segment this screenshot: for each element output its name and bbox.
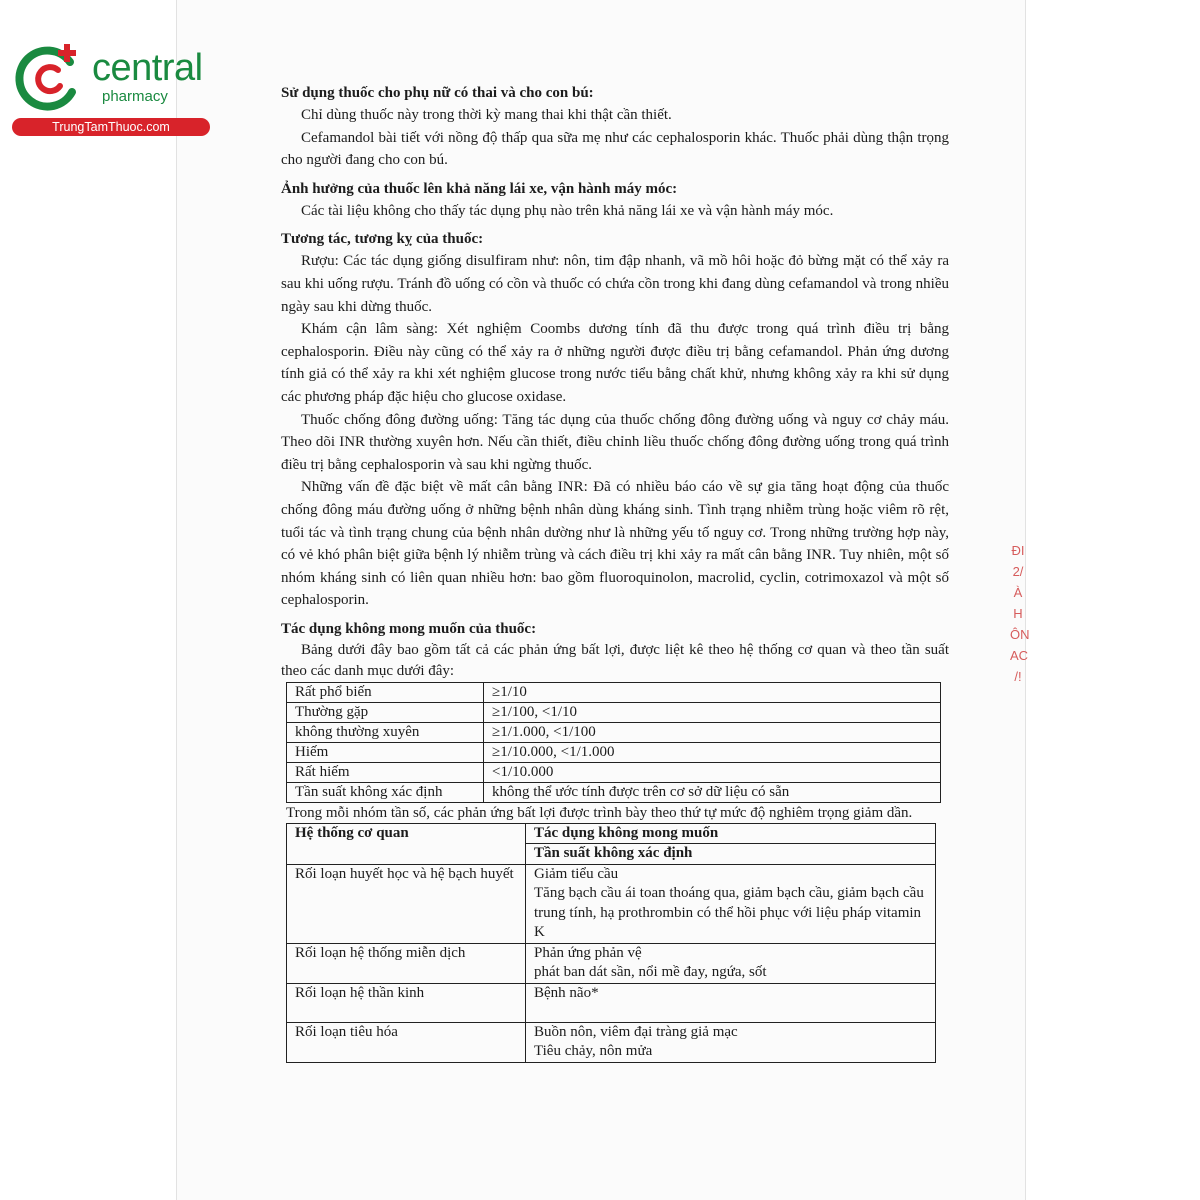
frequency-value: <1/10.000 — [484, 762, 941, 782]
adverse-intro: Bảng dưới đây bao gồm tất cả các phản ứng bất lợi, được liệt kê theo hệ thống cơ quan và theo tần suất theo các danh mục dưới đây: — [281, 641, 949, 679]
effect-line: phát ban dát sần, nổi mề đay, ngứa, sốt — [534, 964, 767, 981]
table-row — [287, 782, 941, 802]
paragraph: Thuốc chống đông đường uống: Tăng tác dụng của thuốc chống đông đường uống và nguy cơ chảy máu. Theo dõi INR thường xuyên hơn. Nếu cần thiết, điều chỉnh liều thuốc chống đông đường uống trong quá trình điều trị bằng cephalosporin và sau khi ngừng thuốc. — [281, 411, 949, 473]
table-row — [287, 742, 941, 762]
organ-cell: Rối loạn hệ thống miễn dịch — [287, 943, 526, 983]
section-heading-driving: Ảnh hưởng của thuốc lên khả năng lái xe, vận hành máy móc: — [281, 180, 678, 197]
effect-line: Giảm tiểu cầu — [534, 865, 619, 882]
table-row — [287, 983, 936, 1022]
table-row — [287, 682, 941, 702]
effects-cell — [526, 943, 936, 983]
table-row — [287, 722, 941, 742]
organ-cell: Rối loạn tiêu hóa — [287, 1022, 526, 1062]
effect-line: Buồn nôn, viêm đại tràng giả mạc — [534, 1023, 738, 1040]
effect-line: Bệnh não* — [534, 984, 599, 1001]
section-heading-adverse-effects: Tác dụng không mong muốn của thuốc: — [281, 620, 537, 637]
logo-brand-text: central — [92, 47, 203, 89]
effect-line: Tiêu chảy, nôn mửa — [534, 1043, 653, 1060]
table-row — [287, 864, 936, 943]
stamp-text: À — [1013, 585, 1023, 600]
stamp-text: ĐI — [1011, 543, 1025, 558]
header-frequency-unknown: Tần suất không xác định — [526, 844, 936, 865]
paragraph: Rượu: Các tác dụng giống disulfiram như: nôn, tim đập nhanh, vã mồ hôi hoặc đỏ bừng mặt có thể xảy ra sau khi uống rượu. Tránh đồ uống có cồn và thuốc có chứa cồn trong khi đang dùng cefamandol và trong nhiều ngày sau khi dừng thuốc. — [281, 253, 949, 315]
paragraph: Chỉ dùng thuốc này trong thời kỳ mang thai khi thật cần thiết. — [301, 107, 672, 123]
paragraph: Những vấn đề đặc biệt về mất cân bằng INR: Đã có nhiều báo cáo về sự gia tăng hoạt động của thuốc chống đông máu đường uống ở những bệnh nhân dùng kháng sinh. Tình trạng nhiễm trùng hoặc viêm rõ rệt, tuổi tác và tình trạng chung của bệnh nhân dường như là những yếu tố nguy cơ. Trong những trường hợp này, có vẻ khó phân biệt giữa bệnh lý nhiễm trùng và cách điều trị khi xảy ra mất cân bằng INR. Tuy nhiên, một số nhóm kháng sinh có liên quan nhiều hơn: bao gồm fluoroquinolon, macrolid, cyclin, cotrimoxazol và một số cephalosporin. — [281, 479, 949, 609]
frequency-value: ≥1/100, <1/10 — [484, 702, 941, 722]
effects-cell — [526, 983, 936, 1022]
section-heading-pregnancy: Sử dụng thuốc cho phụ nữ có thai và cho con bú: — [281, 85, 594, 101]
organ-cell: Rối loạn hệ thần kinh — [287, 983, 526, 1022]
stamp-text: /! — [1014, 669, 1022, 684]
frequency-label: Tần suất không xác định — [287, 782, 484, 802]
frequency-label: không thường xuyên — [287, 722, 484, 742]
section-heading-interactions: Tương tác, tương kỵ của thuốc: — [281, 231, 484, 248]
frequency-value: ≥1/10 — [484, 682, 941, 702]
logo-site-banner: TrungTamThuoc.com — [12, 118, 210, 136]
organ-cell: Rối loạn huyết học và hệ bạch huyết — [287, 864, 526, 943]
frequency-label: Hiếm — [287, 742, 484, 762]
effect-line: Phản ứng phản vệ — [534, 944, 642, 961]
frequency-value: ≥1/10.000, <1/1.000 — [484, 742, 941, 762]
effects-cell — [526, 864, 936, 943]
effect-line: Tăng bạch cầu ái toan thoáng qua, giảm bạch cầu, giảm bạch cầu trung tính, hạ prothrombin có thể hồi phục với liệu pháp vitamin K — [534, 885, 924, 941]
stamp-text: AC — [1010, 648, 1029, 663]
logo-sub-text: pharmacy — [102, 88, 168, 105]
frequency-table — [286, 682, 941, 803]
frequency-label: Rất hiếm — [287, 762, 484, 782]
leaflet-content — [281, 82, 949, 1063]
frequency-label: Thường gặp — [287, 702, 484, 722]
pharmacy-cross-icon — [12, 40, 86, 114]
table-row — [287, 943, 936, 983]
effects-cell — [526, 1022, 936, 1062]
severity-note: Trong mỗi nhóm tần số, các phản ứng bất lợi được trình bày theo thứ tự mức độ nghiêm trọng giảm dần. — [286, 804, 913, 821]
paragraph: Khám cận lâm sàng: Xét nghiệm Coombs dương tính đã thu được trong quá trình điều trị bằng cephalosporin. Điều này cũng có thể xảy ra ở những người được điều trị bằng cefamandol. Phản ứng dương tính giả có thể xảy ra khi xét nghiệm glucose trong nước tiểu bằng chất khử, nhưng không xảy ra khi sử dụng các phương pháp đặc hiệu cho glucose oxidase. — [281, 321, 949, 405]
header-adverse-effects: Tác dụng không mong muốn — [526, 823, 936, 844]
central-pharmacy-logo — [12, 40, 212, 136]
adverse-effects-table — [286, 823, 936, 1063]
paragraph: Các tài liệu không cho thấy tác dụng phụ nào trên khả năng lái xe và vận hành máy móc. — [301, 202, 834, 219]
table-row — [287, 702, 941, 722]
stamp-text: 2/ — [1012, 564, 1024, 579]
table-header-row — [287, 823, 936, 844]
stamp-text: ÔN — [1010, 627, 1030, 642]
table-row — [287, 762, 941, 782]
red-stamp-mark — [1010, 540, 1030, 690]
paragraph: Cefamandol bài tiết với nồng độ thấp qua sữa mẹ như các cephalosporin khác. Thuốc phải dùng thận trọng cho người đang cho con bú. — [281, 129, 949, 169]
table-row — [287, 1022, 936, 1062]
stamp-text: H — [1013, 606, 1023, 621]
frequency-value: không thể ước tính được trên cơ sở dữ liệu có sẵn — [484, 782, 941, 802]
frequency-value: ≥1/1.000, <1/100 — [484, 722, 941, 742]
frequency-label: Rất phổ biến — [287, 682, 484, 702]
header-organ-system: Hệ thống cơ quan — [287, 823, 526, 864]
